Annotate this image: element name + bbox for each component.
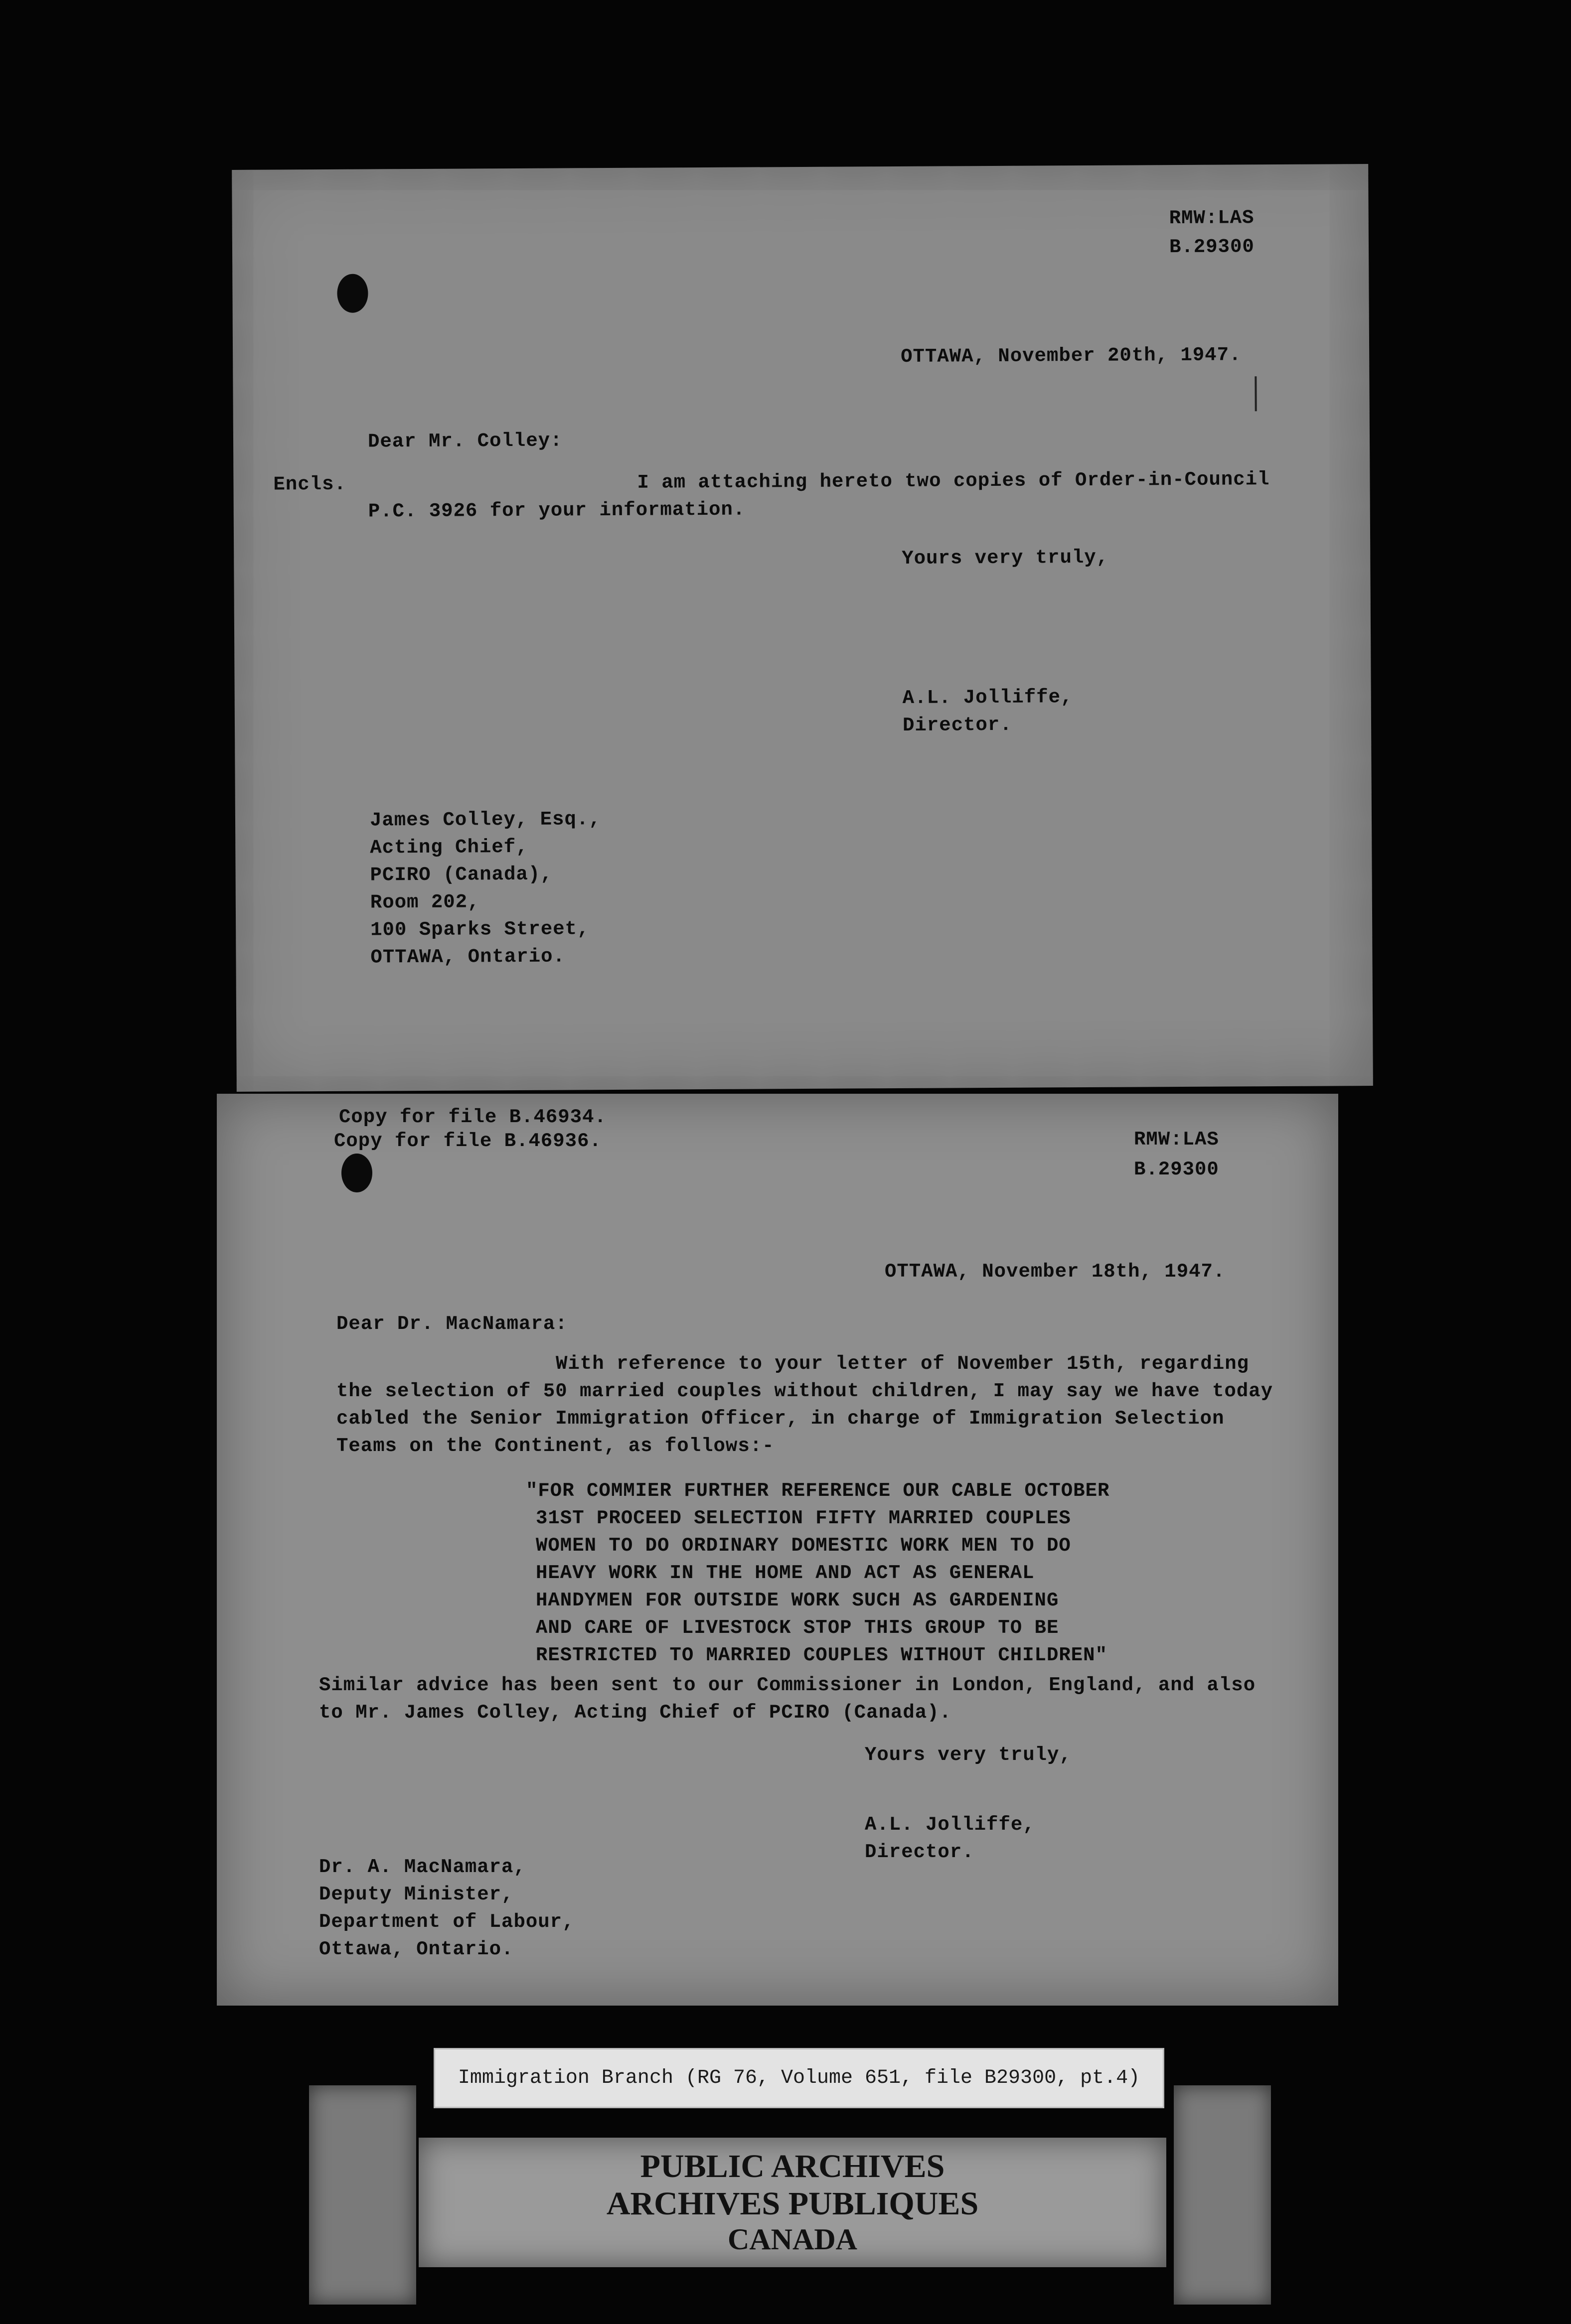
cable-line: RESTRICTED TO MARRIED COUPLES WITHOUT CHILDREN": [536, 1644, 1107, 1666]
cable-line: WOMEN TO DO ORDINARY DOMESTIC WORK MEN TO DO: [536, 1535, 1071, 1557]
reference-file: B.29300: [1169, 236, 1255, 259]
reference-file: B.29300: [1134, 1159, 1219, 1180]
addressee-line: Room 202,: [370, 891, 480, 914]
signer-title: Director.: [902, 714, 1012, 736]
signer-title: Director.: [865, 1841, 974, 1863]
archive-stamp-line: PUBLIC ARCHIVES: [640, 2148, 945, 2184]
archive-stamp-line: ARCHIVES PUBLIQUES: [606, 2185, 979, 2222]
pencil-mark: [1255, 376, 1257, 411]
copy-note: Copy for file B.46934.: [339, 1106, 607, 1128]
body-line: to Mr. James Colley, Acting Chief of PCIRO (Canada).: [319, 1702, 951, 1724]
body-line: Similar advice has been sent to our Commissioner in London, England, and also: [319, 1674, 1256, 1696]
signer-name: A.L. Jolliffe,: [865, 1814, 1035, 1836]
body-line: I am attaching hereto two copies of Order-in-Council: [637, 468, 1270, 494]
punch-hole: [341, 1154, 372, 1192]
body-line: Teams on the Continent, as follows:-: [336, 1435, 775, 1457]
cable-line: 31ST PROCEED SELECTION FIFTY MARRIED COUPLES: [536, 1507, 1071, 1529]
body-line: With reference to your letter of November 15th, regarding: [556, 1353, 1250, 1375]
punch-hole: [337, 274, 368, 313]
archive-stamp-line: CANADA: [728, 2223, 857, 2256]
addressee-line: Dr. A. MacNamara,: [319, 1856, 526, 1878]
closing: Yours very truly,: [865, 1744, 1072, 1766]
cable-line: "FOR COMMIER FURTHER REFERENCE OUR CABLE OCTOBER: [526, 1480, 1110, 1502]
addressee-line: Ottawa, Ontario.: [319, 1938, 514, 1960]
signer-name: A.L. Jolliffe,: [902, 686, 1073, 709]
closing: Yours very truly,: [902, 546, 1109, 570]
caption-text: Immigration Branch (RG 76, Volume 651, file B29300, pt.4): [458, 2067, 1140, 2089]
body-line: cabled the Senior Immigration Officer, in charge of Immigration Selection: [336, 1408, 1225, 1430]
margin-note: Encls.: [273, 473, 347, 496]
addressee-line: Acting Chief,: [370, 836, 528, 859]
salutation: Dear Dr. MacNamara:: [336, 1313, 568, 1335]
letter-date: OTTAWA, November 20th, 1947.: [901, 344, 1242, 368]
body-line: the selection of 50 married couples without children, I may say we have today: [336, 1380, 1273, 1402]
cable-line: HANDYMEN FOR OUTSIDE WORK SUCH AS GARDENING: [536, 1590, 1059, 1611]
archive-block-right: [1174, 2085, 1271, 2305]
archive-block-left: [309, 2085, 416, 2305]
addressee-line: James Colley, Esq.,: [369, 808, 601, 832]
addressee-line: Department of Labour,: [319, 1911, 575, 1933]
addressee-line: OTTAWA, Ontario.: [370, 945, 566, 969]
letter-november-18: [217, 1094, 1338, 2006]
letter-november-20: [232, 164, 1373, 1092]
addressee-line: 100 Sparks Street,: [370, 918, 590, 941]
cable-line: HEAVY WORK IN THE HOME AND ACT AS GENERAL: [536, 1562, 1035, 1584]
salutation: Dear Mr. Colley:: [367, 430, 563, 453]
reference-initials: RMW:LAS: [1134, 1129, 1219, 1151]
archive-stamp: [419, 2138, 1166, 2267]
addressee-line: Deputy Minister,: [319, 1884, 514, 1905]
body-line: P.C. 3926 for your information.: [368, 498, 746, 523]
caption-label: [434, 2048, 1164, 2108]
letter-date: OTTAWA, November 18th, 1947.: [885, 1261, 1226, 1283]
cable-line: AND CARE OF LIVESTOCK STOP THIS GROUP TO BE: [536, 1617, 1059, 1639]
copy-note: Copy for file B.46936.: [334, 1130, 602, 1152]
reference-initials: RMW:LAS: [1169, 207, 1255, 230]
addressee-line: PCIRO (Canada),: [370, 863, 553, 886]
